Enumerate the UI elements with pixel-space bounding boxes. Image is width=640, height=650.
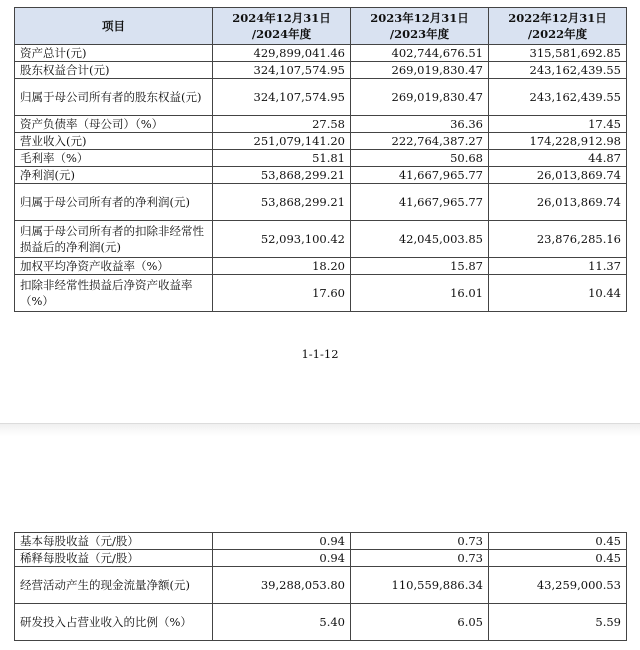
value-2022: 26,013,869.74 <box>489 184 627 221</box>
value-2022: 315,581,692.85 <box>489 45 627 62</box>
value-2022: 17.45 <box>489 116 627 133</box>
per-share-metrics-table <box>14 532 627 641</box>
value-2024: 324,107,574.95 <box>213 62 351 79</box>
row-label: 营业收入(元) <box>15 133 213 150</box>
value-2024: 51.81 <box>213 150 351 167</box>
value-2024: 0.94 <box>213 533 351 550</box>
value-2024: 429,899,041.46 <box>213 45 351 62</box>
value-2022: 43,259,000.53 <box>489 567 627 604</box>
value-2022: 174,228,912.98 <box>489 133 627 150</box>
value-2023: 6.05 <box>351 604 489 641</box>
value-2023: 0.73 <box>351 533 489 550</box>
table-row <box>15 604 627 641</box>
value-2022: 10.44 <box>489 275 627 312</box>
page-number: 1-1-12 <box>301 347 339 361</box>
row-label: 经营活动产生的现金流量净额(元) <box>15 567 213 604</box>
value-2024: 27.58 <box>213 116 351 133</box>
value-2022: 243,162,439.55 <box>489 62 627 79</box>
value-2023: 41,667,965.77 <box>351 184 489 221</box>
value-2023: 0.73 <box>351 550 489 567</box>
row-label: 扣除非经常性损益后净资产收益率（%） <box>15 275 213 312</box>
table-row <box>15 221 627 258</box>
value-2024: 53,868,299.21 <box>213 167 351 184</box>
row-label: 资产总计(元) <box>15 45 213 62</box>
table-row <box>15 258 627 275</box>
value-2023: 15.87 <box>351 258 489 275</box>
value-2024: 251,079,141.20 <box>213 133 351 150</box>
value-2023: 41,667,965.77 <box>351 167 489 184</box>
page-break-line <box>0 423 640 424</box>
table-row <box>15 184 627 221</box>
page-break-shadow <box>0 423 640 437</box>
row-label: 毛利率（%） <box>15 150 213 167</box>
table-row <box>15 79 627 116</box>
row-label: 加权平均净资产收益率（%） <box>15 258 213 275</box>
row-label: 归属于母公司所有者的股东权益(元) <box>15 79 213 116</box>
row-label: 股东权益合计(元) <box>15 62 213 79</box>
header-item: 项目 <box>15 8 213 45</box>
value-2023: 269,019,830.47 <box>351 79 489 116</box>
value-2023: 269,019,830.47 <box>351 62 489 79</box>
header-row <box>15 8 627 45</box>
value-2022: 0.45 <box>489 533 627 550</box>
row-label: 归属于母公司所有者的扣除非经常性损益后的净利润(元) <box>15 221 213 258</box>
value-2023: 42,045,003.85 <box>351 221 489 258</box>
value-2024: 52,093,100.42 <box>213 221 351 258</box>
row-label: 归属于母公司所有者的净利润(元) <box>15 184 213 221</box>
table-row <box>15 550 627 567</box>
table-row <box>15 116 627 133</box>
table-row <box>15 133 627 150</box>
value-2024: 324,107,574.95 <box>213 79 351 116</box>
value-2023: 222,764,387.27 <box>351 133 489 150</box>
value-2022: 11.37 <box>489 258 627 275</box>
table-row <box>15 45 627 62</box>
value-2022: 44.87 <box>489 150 627 167</box>
value-2023: 50.68 <box>351 150 489 167</box>
value-2022: 0.45 <box>489 550 627 567</box>
row-label: 稀释每股收益（元/股） <box>15 550 213 567</box>
table-row <box>15 167 627 184</box>
value-2022: 26,013,869.74 <box>489 167 627 184</box>
table-row <box>15 533 627 550</box>
table-row <box>15 567 627 604</box>
value-2024: 17.60 <box>213 275 351 312</box>
value-2023: 36.36 <box>351 116 489 133</box>
value-2024: 5.40 <box>213 604 351 641</box>
table-row <box>15 62 627 79</box>
header-2024: 2024年12月31日 /2024年度 <box>213 8 351 45</box>
financial-summary-table <box>14 7 627 312</box>
table-row <box>15 275 627 312</box>
value-2024: 0.94 <box>213 550 351 567</box>
value-2023: 16.01 <box>351 275 489 312</box>
value-2024: 53,868,299.21 <box>213 184 351 221</box>
row-label: 资产负债率（母公司）（%） <box>15 116 213 133</box>
value-2022: 23,876,285.16 <box>489 221 627 258</box>
value-2024: 39,288,053.80 <box>213 567 351 604</box>
row-label: 研发投入占营业收入的比例（%） <box>15 604 213 641</box>
value-2023: 110,559,886.34 <box>351 567 489 604</box>
value-2022: 5.59 <box>489 604 627 641</box>
table-row <box>15 150 627 167</box>
value-2022: 243,162,439.55 <box>489 79 627 116</box>
header-2022: 2022年12月31日 /2022年度 <box>489 8 627 45</box>
header-2023: 2023年12月31日 /2023年度 <box>351 8 489 45</box>
row-label: 基本每股收益（元/股） <box>15 533 213 550</box>
row-label: 净利润(元) <box>15 167 213 184</box>
value-2024: 18.20 <box>213 258 351 275</box>
value-2023: 402,744,676.51 <box>351 45 489 62</box>
